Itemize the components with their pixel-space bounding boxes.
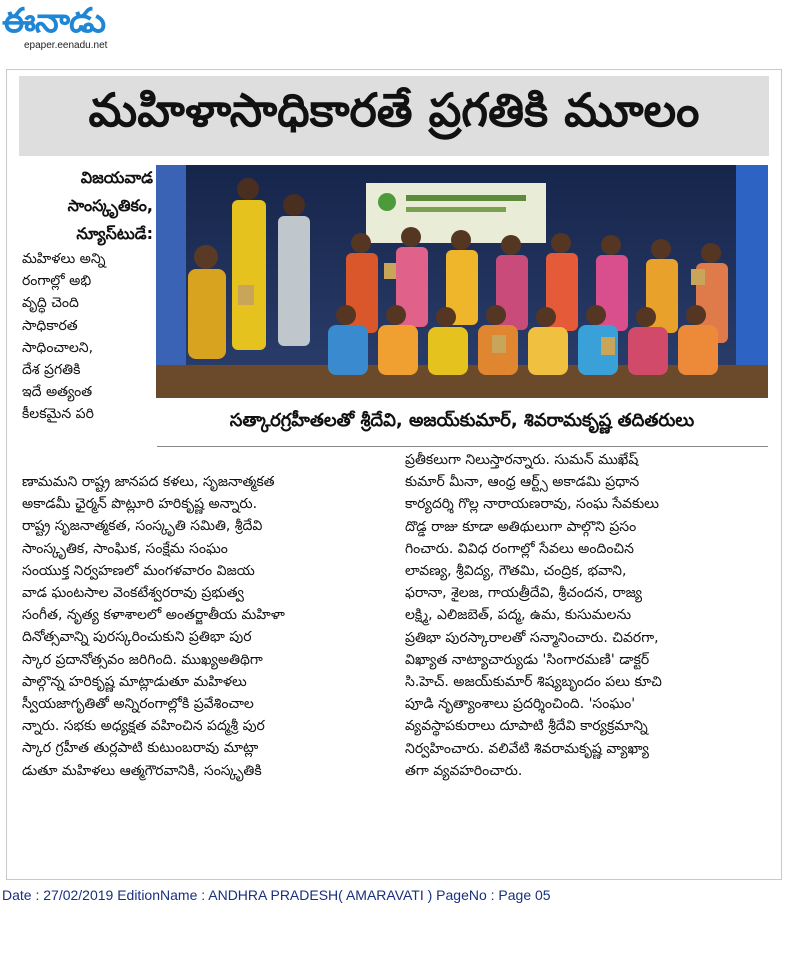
text-line: దేశ ప్రగతికి xyxy=(22,362,81,379)
text-line: సంయుక్త నిర్వహణలో మంగళవారం విజయ xyxy=(22,562,255,579)
text-line: సంగీత, నృత్య కళాశాలలో అంతర్జాతీయ మహిళా xyxy=(22,607,285,624)
text-line: ప్రతీకలుగా నిలుస్తారన్నారు. సుమన్ ముఖేష్ xyxy=(405,452,639,468)
logo-site-url: epaper.eenadu.net xyxy=(24,40,108,51)
event-photo xyxy=(156,165,768,398)
text-line: ఇదే అత్యంత xyxy=(22,384,93,401)
text-line: దొడ్డ రాజు కూడా అతిథులుగా పాల్గొని ప్రసం xyxy=(405,518,637,535)
text-line: కీలకమైన పరి xyxy=(22,406,94,423)
text-line: వృద్ధి చెంది xyxy=(22,295,79,312)
text-line: నిర్వహించారు. వలివేటి శివరామకృష్ణ వ్యాఖ్యా xyxy=(405,740,649,757)
article-column-left-narrow xyxy=(22,248,153,426)
caption-divider xyxy=(157,446,768,447)
text-line: లక్ష్మి, ఎలిజబెత్, పద్మ, ఉమ, కుసుమలను xyxy=(405,607,632,624)
text-line: సి.హెచ్. అజయ్‌కుమార్ శిష్యబృందం పలు కూచి xyxy=(405,674,662,691)
text-line: ఫరానా, శైలజ, గాయత్రీదేవి, శ్రీచందన, రాజ్య xyxy=(405,585,643,602)
dateline-line: విజయవాడ xyxy=(80,168,153,187)
text-line: కుమార్ మీనా, ఆంధ్ర ఆర్ట్స్ అకాడమి ప్రధాన xyxy=(405,474,640,491)
text-line: స్కార గ్రహీత తుర్లపాటి కుటుంబరావు మాట్లా xyxy=(22,740,259,757)
text-line: సాధించాలని, xyxy=(22,339,94,356)
text-line: అకాడమీ ఛైర్మన్ పొట్లూరి హరికృష్ణ అన్నారు. xyxy=(22,496,258,513)
text-line: రంగాల్లో అభి xyxy=(22,273,92,290)
dateline xyxy=(23,164,153,248)
text-line: వ్యవస్థాపకురాలు దూపాటి శ్రీదేవి కార్యక్రమాన్ని xyxy=(405,718,648,735)
text-line: ణామమని రాష్ట్ర జానపద కళలు, సృజనాత్మకత xyxy=(22,474,275,490)
photo-illustration xyxy=(156,165,768,398)
text-line: డుతూ మహిళలు ఆత్మగౌరవానికి, సంస్కృతికి xyxy=(22,762,262,779)
text-line: పాల్గొన్న హరికృష్ణ మాట్లాడుతూ మహిళలు xyxy=(22,673,247,690)
text-line: సాధికారత xyxy=(22,317,78,334)
dateline-line: న్యూస్‌టుడే: xyxy=(76,224,153,243)
text-line: విఖ్యాత నాట్యాచార్యుడు 'సింగారమణి' డాక్టర్ xyxy=(405,651,650,668)
eenadu-logo[interactable] xyxy=(2,2,182,52)
text-line: లావణ్య, శ్రీవిద్య, గౌతమి, చంద్రిక, భవాని, xyxy=(405,563,627,580)
text-line: దినోత్సవాన్ని పురస్కరించుకుని ప్రతిభా పుర xyxy=(22,629,252,646)
photo-caption: సత్కారగ్రహీతలతో శ్రీదేవి, అజయ్‌కుమార్, శివరామకృష్ణ తదితరులు xyxy=(229,409,695,431)
text-line: స్కార ప్రదానోత్సవం జరిగింది. ముఖ్యఅతిథిగా xyxy=(22,651,263,668)
text-line: గించారు. వివిధ రంగాల్లో సేవలు అందించిన xyxy=(405,540,634,557)
text-line: వాడ ఘంటసాల వెంకటేశ్వరరావు ప్రభుత్వ xyxy=(22,585,244,602)
headline-banner xyxy=(19,76,769,156)
article-column-left xyxy=(22,471,392,782)
article-column-right xyxy=(405,449,769,782)
article-headline: మహిళాసాధికారతే ప్రగతికి మూలం xyxy=(88,83,700,137)
text-line: తగా వ్యవహరించారు. xyxy=(405,762,523,779)
text-line: మహిళలు అన్ని xyxy=(22,251,106,267)
text-line: పూడి నృత్యాంశాలు ప్రదర్శించింది. 'సంఘం' xyxy=(405,696,636,713)
text-line: రాష్ట్ర సృజనాత్మకత, సంస్కృతి సమితి, శ్రీదేవి xyxy=(22,518,263,535)
text-line: స్వీయజాగృతితో అన్నిరంగాల్లోకి ప్రవేశించాల xyxy=(22,696,254,713)
text-line: సాంస్కృతిక, సాంఘిక, సంక్షేమ సంఘం xyxy=(22,540,228,557)
text-line: ప్రతిభా పురస్కారాలతో సన్మానించారు. చివరగా, xyxy=(405,629,659,646)
text-line: న్నారు. సభకు అధ్యక్షత వహించిన పద్మశ్రీ పుర xyxy=(22,718,265,735)
text-line: కార్యదర్శి గొల్ల నారాయణరావు, సంఘ సేవకులు xyxy=(405,496,659,513)
logo-wordmark: ఈనాడు xyxy=(2,1,106,41)
edition-footer: Date : 27/02/2019 EditionName : ANDHRA PRADESH( AMARAVATI ) PageNo : Page 05 xyxy=(2,887,551,903)
dateline-line: సాంస్కృతికం, xyxy=(67,196,153,215)
